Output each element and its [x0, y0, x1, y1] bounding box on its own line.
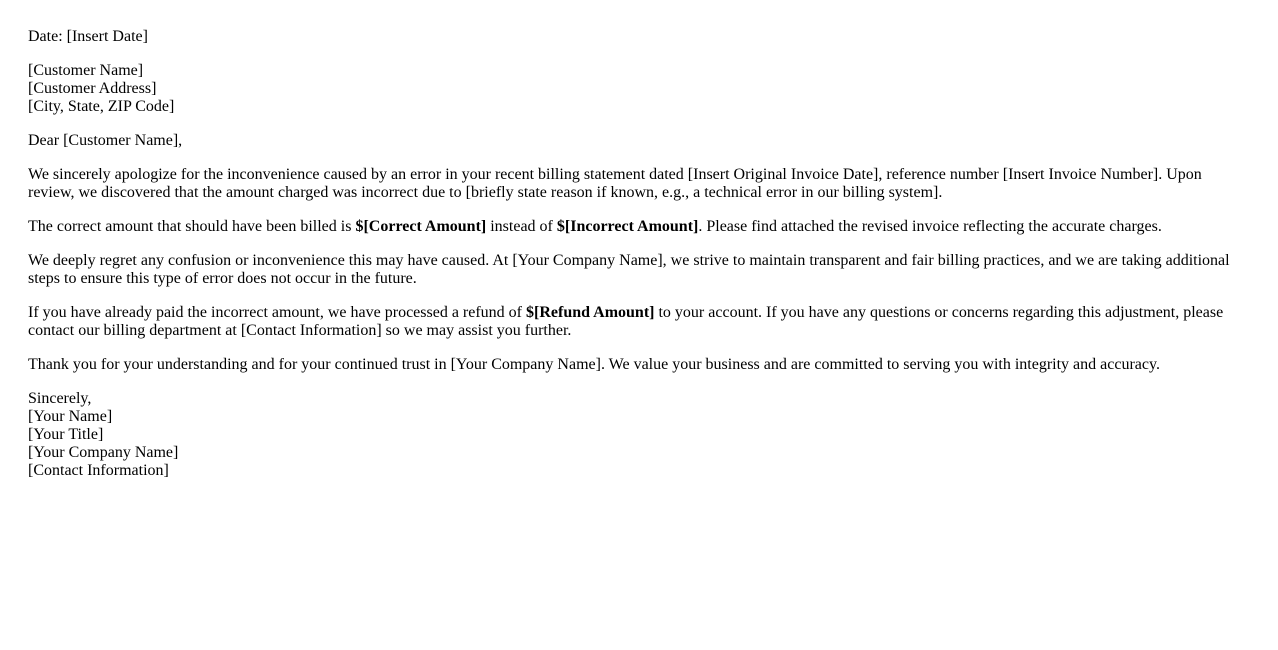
signature-title: [Your Title]: [28, 426, 104, 443]
paragraph-correct-amount: [28, 218, 1250, 236]
recipient-address-block: [28, 62, 1250, 116]
incorrect-amount-value: $[Incorrect Amount]: [556, 218, 699, 235]
recipient-name: [Customer Name]: [28, 62, 144, 79]
paragraph-regret: We deeply regret any confusion or inconvenience this may have caused. At [Your Company Name], we strive to maintain transparent and fair billing practices, and we are taking additional steps to ensure this type of error does not occur in the future.: [28, 252, 1230, 287]
signature-block: [28, 390, 1250, 480]
date-line: Date: [Insert Date]: [28, 28, 148, 45]
paragraph-refund-text-2: to your account. If you have any questions or concerns regarding this adjustment, please contact our billing department at [Contact Information] so we may assist you further.: [28, 304, 1224, 339]
paragraph-correct-amount-text-1: The correct amount that should have been billed is: [28, 218, 356, 235]
signature-contact: [Contact Information]: [28, 462, 169, 479]
refund-amount-value: $[Refund Amount]: [526, 304, 655, 321]
letter-body: [28, 28, 1250, 496]
paragraph-refund: [28, 304, 1250, 340]
paragraph-refund-text-1: If you have already paid the incorrect amount, we have processed a refund of: [28, 304, 527, 321]
paragraph-thanks: Thank you for your understanding and for your continued trust in [Your Company Name]. We value your business and are committed to serving you with integrity and accuracy.: [28, 356, 1160, 373]
correct-amount-value: $[Correct Amount]: [355, 218, 487, 235]
paragraph-apology: We sincerely apologize for the inconvenience caused by an error in your recent billing statement dated [Insert Original Invoice Date], reference number [Insert Invoice Number]. Upon review, we discovered that the amount charged was incorrect due to [briefly state reason if known, e.g., a technical error in our billing system].: [28, 166, 1202, 201]
signature-name: [Your Name]: [28, 408, 113, 425]
paragraph-correct-amount-text-2: instead of: [486, 218, 557, 235]
signature-closing: Sincerely,: [28, 390, 92, 407]
paragraph-correct-amount-text-3: . Please find attached the revised invoice reflecting the accurate charges.: [698, 218, 1162, 235]
recipient-address: [Customer Address]: [28, 80, 157, 97]
recipient-city-line: [City, State, ZIP Code]: [28, 98, 175, 115]
signature-company: [Your Company Name]: [28, 444, 179, 461]
salutation: Dear [Customer Name],: [28, 132, 183, 149]
